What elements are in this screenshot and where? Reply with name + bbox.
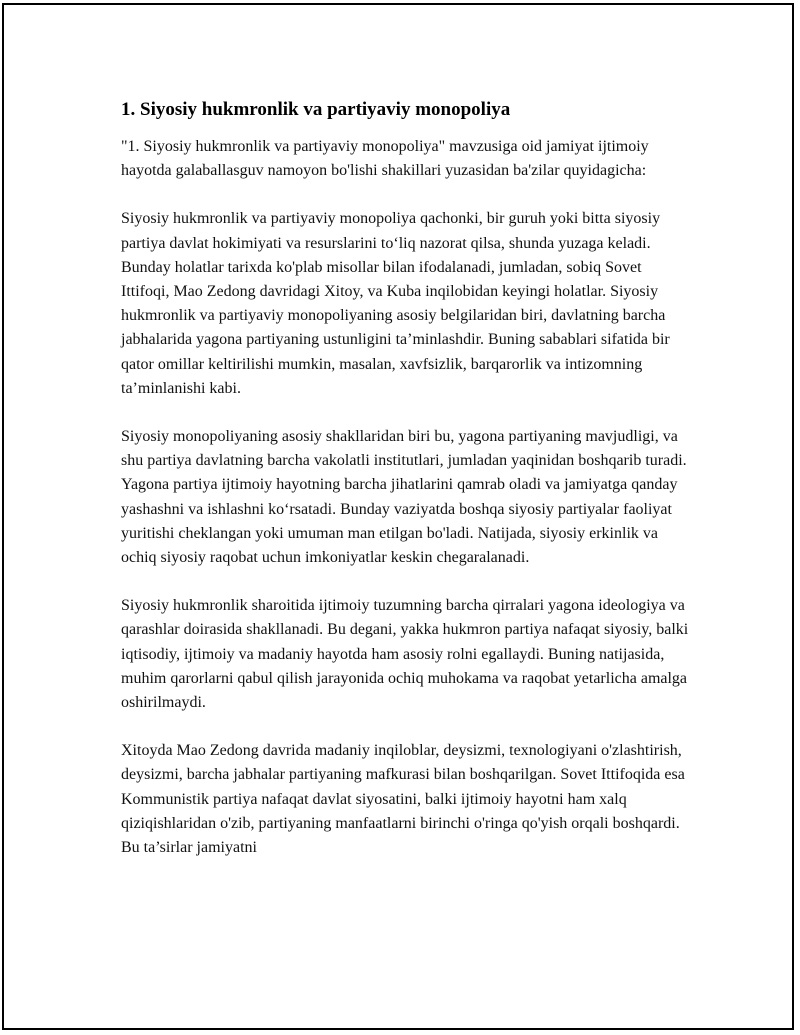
body-paragraph-4: Xitoyda Mao Zedong davrida madaniy inqiloblar, deysizmi, texnologiyani o'zlashtirish, deysizmi, barcha jabhalar partiyaning mafkurasi bilan boshqarilgan. Sovet Ittifoqida esa Kommunistik partiya nafaqat davlat siyosatini, balki ijtimoiy hayotni ham xalq qiziqishlaridan o'zib, partiyaning manfaatlarni birinchi o'ringa qo'yish orqali boshqardi. Bu ta’sirlar jamiyatni [121, 742, 685, 857]
document-page [2, 3, 794, 1030]
intro-paragraph: "1. Siyosiy hukmronlik va partiyaviy monopoliya" mavzusiga oid jamiyat ijtimoiy hayotda galaballasguv namoyon bo'lishi shakillari yuzasidan ba'zilar quyidagicha: [121, 138, 649, 180]
body-paragraph-3: Siyosiy hukmronlik sharoitida ijtimoiy tuzumning barcha qirralari yagona ideologiya va qarashlar doirasida shakllanadi. Bu degani, yakka hukmron partiya nafaqat siyosiy, balki iqtisodiy, ijtimoiy va madaniy hayotda ham asosiy rolni egallaydi. Buning natijasida, muhim qarorlarni qabul qilish jarayonida ochiq muhokama va raqobat yetarlicha amalga oshirilmaydi. [121, 597, 689, 712]
section-heading: 1. Siyosiy hukmronlik va partiyaviy monopoliya [121, 99, 511, 120]
body-paragraph-2: Siyosiy monopoliyaning asosiy shakllaridan biri bu, yagona partiyaning mavjudligi, va shu partiya davlatning barcha vakolatli institutlari, jumladan yaqinidan boshqarib turadi. Yagona partiya ijtimoiy hayotning barcha jihatlarini qamrab oladi va jamiyatga qanday yashashni va ishlashni ko‘rsatadi. Bunday vaziyatda boshqa siyosiy partiyalar faoliyat yuritishi cheklangan yoki umuman man etilgan bo'ladi. Natijada, siyosiy erkinlik va ochiq siyosiy raqobat uchun imkoniyatlar keskin chegaralanadi. [121, 428, 687, 567]
document-content [121, 97, 691, 884]
body-paragraph-1: Siyosiy hukmronlik va partiyaviy monopoliya qachonki, bir guruh yoki bitta siyosiy partiya davlat hokimiyati va resurslarini to‘liq nazorat qilsa, shunda yuzaga keladi. Bunday holatlar tarixda ko'plab misollar bilan ifodalanadi, jumladan, sobiq Sovet Ittifoqi, Mao Zedong davridagi Xitoy, va Kuba inqilobidan keyingi holatlar. Siyosiy hukmronlik va partiyaviy monopoliyaning asosiy belgilaridan biri, davlatning barcha jabhalarida yagona partiyaning ustunligini ta’minlashdir. Buning sabablari sifatida bir qator omillar keltirilishi mumkin, masalan, xavfsizlik, barqarorlik va intizomning ta’minlanishi kabi. [121, 210, 670, 397]
